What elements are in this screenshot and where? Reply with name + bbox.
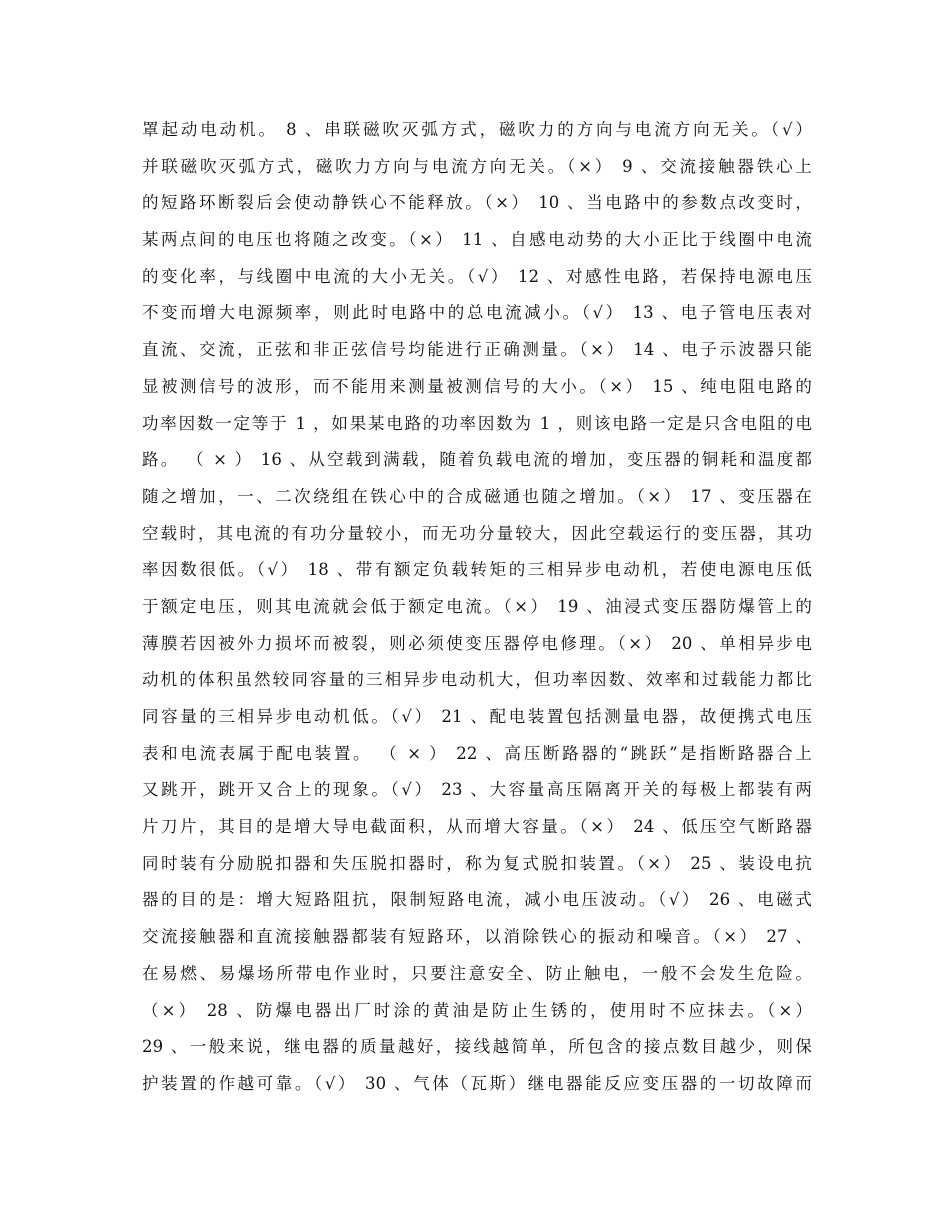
text-line: （×） 28 、防爆电器出厂时涂的黄油是防止生锈的，使用时不应抹去。（×） <box>142 1000 812 1020</box>
text-line: 器的目的是：增大短路阻抗，限制短路电流，减小电压波动。（√） 26 、电磁式 <box>142 890 812 910</box>
text-line: 并联磁吹灭弧方式，磁吹力方向与电流方向无关。（×） 9 、交流接触器铁心上 <box>142 156 812 176</box>
text-line: 的短路环断裂后会使动静铁心不能释放。（×） 10 、当电路中的参数点改变时， <box>142 193 812 213</box>
text-line: 罩起动电动机。 8 、串联磁吹灭弧方式，磁吹力的方向与电流方向无关。（√） <box>142 120 812 139</box>
text-line: 片刀片，其目的是增大导电截面积，从而增大容量。（×） 24 、低压空气断路器 <box>142 817 812 837</box>
text-line: 同容量的三相异步电动机低。（√） 21 、配电装置包括测量电器，故便携式电压 <box>142 707 812 726</box>
text-line: 同时装有分励脱扣器和失压脱扣器时，称为复式脱扣装置。（×） 25 、装设电抗 <box>142 853 812 873</box>
body-text <box>142 112 812 1103</box>
text-line: 动机的体积虽然较同容量的三相异步电动机大，但功率因数、效率和过载能力都比 <box>142 670 812 690</box>
text-line: 在易燃、易爆场所带电作业时，只要注意安全、防止触电，一般不会发生危险。 <box>142 963 812 983</box>
text-line: 薄膜若因被外力损坏而被裂，则必须使变压器停电修理。（×） 20 、单相异步电 <box>142 633 812 653</box>
text-line: 的变化率，与线圈中电流的大小无关。（√） 12 、对感性电路，若保持电源电压 <box>142 266 812 286</box>
text-line: 于额定电压，则其电流就会低于额定电流。（×） 19 、油浸式变压器防爆管上的 <box>142 596 812 616</box>
text-line: 又跳开，跳开又合上的现象。（√） 23 、大容量高压隔离开关的每极上都装有两 <box>142 780 812 800</box>
text-line: 不变而增大电源频率，则此时电路中的总电流减小。（√） 13 、电子管电压表对 <box>142 303 812 323</box>
text-line: 29 、一般来说，继电器的质量越好，接线越简单，所包含的接点数目越少，则保 <box>142 1037 812 1057</box>
text-line: 某两点间的电压也将随之改变。（×） 11 、自感电动势的大小正比于线圈中电流 <box>142 230 812 250</box>
text-line: 率因数很低。（√） 18 、带有额定负载转矩的三相异步电动机，若使电源电压低 <box>142 560 812 580</box>
text-line: 随之增加，一、二次绕组在铁心中的合成磁通也随之增加。（×） 17 、变压器在 <box>142 486 812 506</box>
text-line: 交流接触器和直流接触器都装有短路环，以消除铁心的振动和噪音。（×） 27 、 <box>142 927 812 947</box>
text-line: 直流、交流，正弦和非正弦信号均能进行正确测量。（×） 14 、电子示波器只能 <box>142 340 812 360</box>
text-line: 显被测信号的波形，而不能用来测量被测信号的大小。（×） 15 、纯电阻电路的 <box>142 376 812 396</box>
text-line: 空载时，其电流的有功分量较小，而无功分量较大，因此空载运行的变压器，其功 <box>142 523 812 543</box>
text-line: 表和电流表属于配电装置。 （ × ） 22 、高压断路器的“跳跃”是指断路器合上 <box>142 743 812 763</box>
text-line: 护装置的作越可靠。（√） 30 、气体（瓦斯）继电器能反应变压器的一切故障而 <box>142 1073 812 1093</box>
text-line: 功率因数一定等于 1 ，如果某电路的功率因数为 1 ，则该电路一定是只含电阻的电 <box>142 413 812 433</box>
text-line: 路。 （ × ） 16 、从空载到满载，随着负载电流的增加，变压器的铜耗和温度都 <box>142 450 812 470</box>
